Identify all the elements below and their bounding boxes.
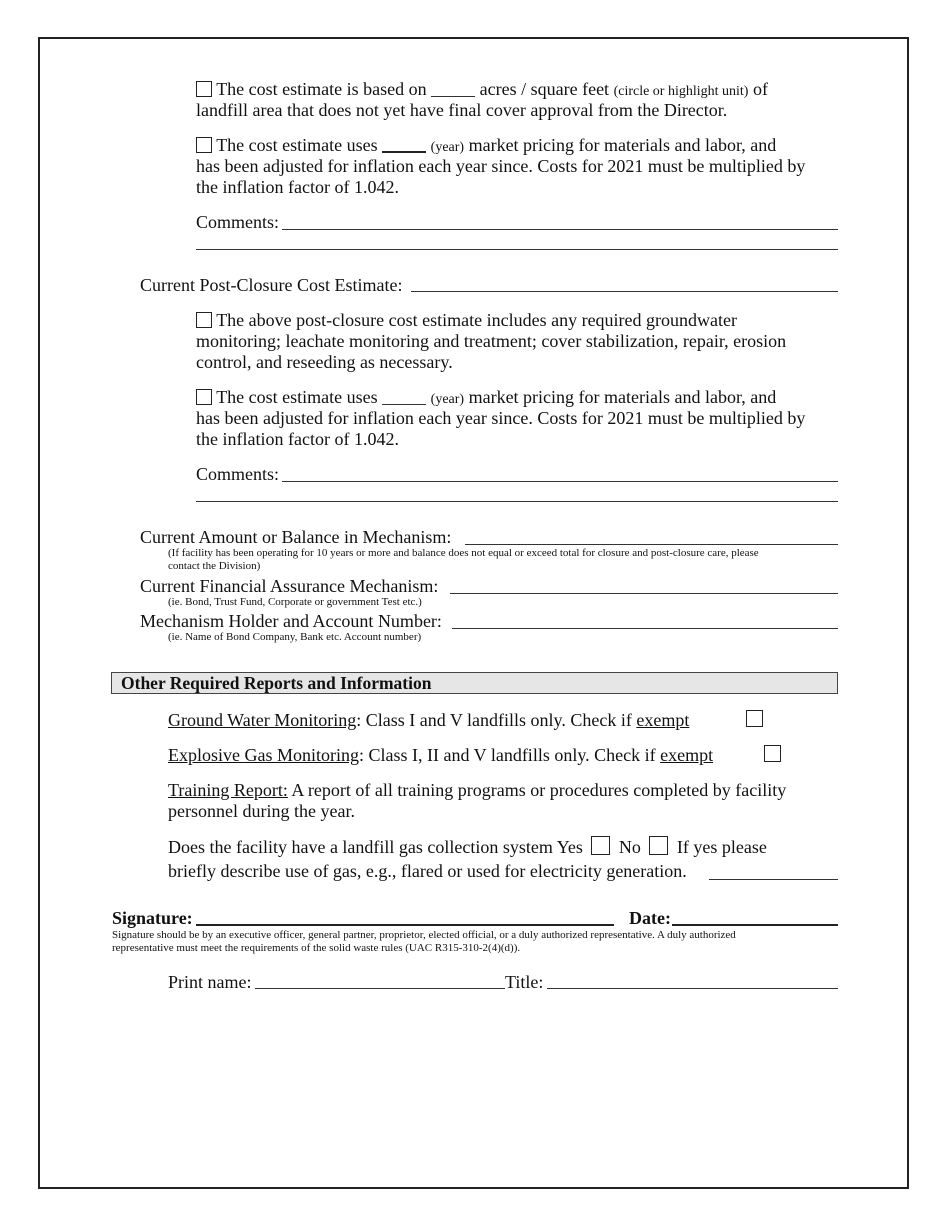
area-item-of: of: [752, 79, 768, 99]
gas-use-field[interactable]: [709, 879, 838, 880]
balance-label: Current Amount or Balance in Mechanism:: [140, 527, 452, 547]
groundwater-exempt-label: exempt: [636, 710, 690, 730]
post-closure-includes-line1: The above post-closure cost estimate includes any required groundwater: [216, 310, 738, 330]
training-title: Training Report:: [168, 780, 288, 800]
mechanism-type-label: Current Financial Assurance Mechanism:: [140, 576, 439, 596]
other-reports-header-text: Other Required Reports and Information: [121, 673, 432, 693]
print-name-field[interactable]: [255, 988, 505, 989]
post-closure-pricing-checkbox[interactable]: [196, 389, 212, 405]
closure-comments-field-2[interactable]: [196, 249, 838, 250]
balance-note-line2: contact the Division): [168, 560, 261, 572]
title-field[interactable]: [547, 988, 838, 989]
closure-comments-label: Comments:: [196, 212, 280, 232]
post-closure-includes-checkbox[interactable]: [196, 312, 212, 328]
closure-pricing-line2: has been adjusted for inflation each year since. Costs for 2021 must be multiplied by: [196, 156, 806, 176]
post-closure-pricing-line3: the inflation factor of 1.042.: [196, 429, 399, 449]
training-line2: personnel during the year.: [168, 801, 355, 821]
post-closure-estimate-field[interactable]: [411, 291, 838, 292]
closure-pricing-checkbox[interactable]: [196, 137, 212, 153]
gas-system-line2: briefly describe use of gas, e.g., flared or used for electricity generation.: [168, 861, 687, 881]
area-item: [196, 79, 768, 102]
gas-system-no-label: No: [618, 837, 641, 857]
mechanism-type-note: (ie. Bond, Trust Fund, Corporate or government Test etc.): [168, 596, 422, 608]
gas-monitoring-text: : Class I, II and V landfills only. Check if: [359, 745, 661, 765]
mechanism-holder-label: Mechanism Holder and Account Number:: [140, 611, 442, 631]
gas-system-ifyes-text: If yes please: [676, 837, 767, 857]
post-closure-pricing-text: The cost estimate uses: [216, 387, 378, 407]
post-closure-includes-item: [196, 310, 737, 331]
print-name-label: Print name:: [168, 972, 252, 992]
training-text: A report of all training programs or procedures completed by facility: [287, 780, 787, 800]
mechanism-holder-note: (ie. Name of Bond Company, Bank etc. Account number): [168, 631, 422, 643]
post-closure-includes-line2: monitoring; leachate monitoring and treatment; cover stabilization, repair, erosion: [196, 331, 787, 351]
title-label: Title:: [505, 972, 544, 992]
post-closure-year-note: (year): [430, 392, 465, 407]
acres-blank[interactable]: [431, 82, 475, 97]
gas-monitoring-item: [168, 745, 713, 766]
closure-pricing-item: [196, 135, 776, 158]
gas-monitoring-title: Explosive Gas Monitoring: [168, 745, 359, 765]
gas-exempt-label: exempt: [660, 745, 714, 765]
closure-pricing-post: market pricing for materials and labor, and: [468, 135, 777, 155]
gas-system-question-text: Does the facility have a landfill gas collection system Yes: [168, 837, 583, 857]
mechanism-holder-field[interactable]: [452, 628, 838, 629]
balance-note-line1: (If facility has been operating for 10 years or more and balance does not equal or exceed total for closure and post-closure care, please: [168, 547, 759, 559]
closure-year-note: (year): [430, 140, 465, 155]
area-item-text: The cost estimate is based on: [216, 79, 427, 99]
gas-system-no-checkbox[interactable]: [649, 836, 668, 855]
training-item: [168, 780, 786, 801]
closure-pricing-line3: the inflation factor of 1.042.: [196, 177, 399, 197]
post-closure-year-blank[interactable]: [382, 390, 426, 405]
groundwater-item: [168, 710, 689, 731]
signature-note-line1: Signature should be by an executive officer, general partner, proprietor, elected official, or a duly authorized representative. A duly authorized: [112, 929, 736, 941]
groundwater-title: Ground Water Monitoring: [168, 710, 357, 730]
closure-comments-field[interactable]: [282, 229, 838, 230]
groundwater-text: : Class I and V landfills only. Check if: [356, 710, 637, 730]
post-closure-comments-label: Comments:: [196, 464, 280, 484]
gas-system-question: [168, 836, 767, 858]
gas-system-yes-checkbox[interactable]: [591, 836, 610, 855]
area-checkbox[interactable]: [196, 81, 212, 97]
date-label: Date:: [629, 908, 671, 928]
post-closure-includes-line3: control, and reseeding as necessary.: [196, 352, 453, 372]
mechanism-type-field[interactable]: [450, 593, 838, 594]
closure-pricing-text: The cost estimate uses: [216, 135, 378, 155]
signature-note-line2: representative must meet the requirements of the solid waste rules (UAC R315-310-2(4)(d)).: [112, 942, 521, 954]
post-closure-comments-field[interactable]: [282, 481, 838, 482]
area-unit-note: (circle or highlight unit): [613, 84, 749, 99]
signature-label: Signature:: [112, 908, 193, 928]
gas-exempt-checkbox[interactable]: [764, 745, 781, 762]
balance-field[interactable]: [465, 544, 838, 545]
other-reports-header: [111, 672, 838, 694]
post-closure-label: Current Post-Closure Cost Estimate:: [140, 275, 403, 295]
post-closure-pricing-item: [196, 387, 776, 410]
area-unit-text: acres / square feet: [479, 79, 610, 99]
date-field[interactable]: [672, 924, 838, 926]
post-closure-pricing-line2: has been adjusted for inflation each year since. Costs for 2021 must be multiplied by: [196, 408, 806, 428]
groundwater-exempt-checkbox[interactable]: [746, 710, 763, 727]
post-closure-comments-field-2[interactable]: [196, 501, 838, 502]
area-item-line2: landfill area that does not yet have final cover approval from the Director.: [196, 100, 728, 120]
closure-year-blank[interactable]: [382, 137, 426, 153]
signature-field[interactable]: [196, 924, 614, 926]
post-closure-pricing-post: market pricing for materials and labor, and: [468, 387, 777, 407]
